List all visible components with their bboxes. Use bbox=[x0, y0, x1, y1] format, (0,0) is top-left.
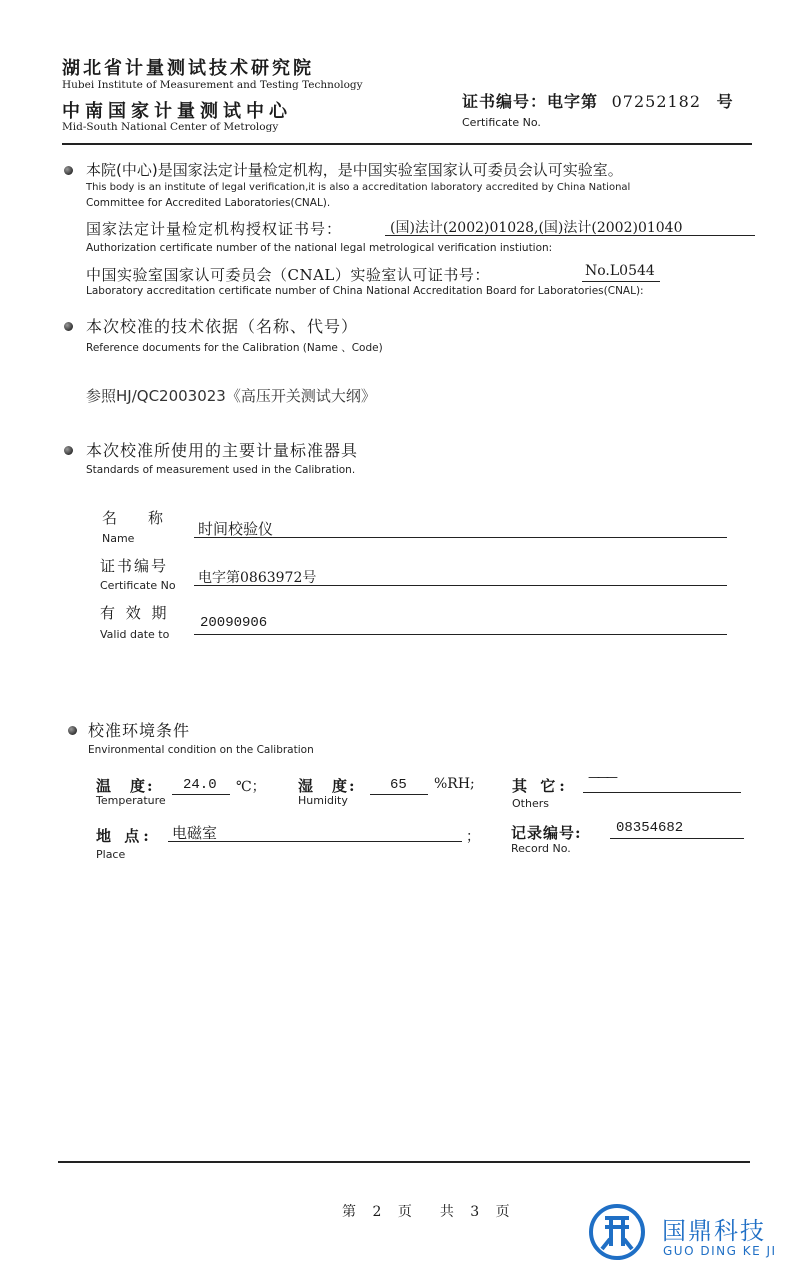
others-label-en: Others bbox=[512, 797, 549, 810]
temperature-label-cn: 温 度: bbox=[96, 777, 155, 795]
others-value: ——— bbox=[588, 770, 615, 784]
certificate-number: 07252182 bbox=[611, 92, 702, 111]
temperature-unit: ℃； bbox=[236, 779, 266, 795]
place-label-cn: 地 点: bbox=[96, 827, 153, 845]
place-label-en: Place bbox=[96, 848, 126, 861]
header-divider bbox=[62, 143, 752, 145]
brand-logo-en: GUO DING KE JI bbox=[663, 1244, 777, 1258]
standard-valid-label-cn: 有 效 期 bbox=[100, 604, 170, 622]
standard-cert-label-en: Certificate No bbox=[100, 579, 176, 592]
page-indicator bbox=[342, 1201, 510, 1221]
reference-title-en: Reference documents for the Calibration (Name 、Code) bbox=[86, 342, 383, 354]
page-current: 2 bbox=[372, 1204, 382, 1220]
others-underline bbox=[583, 792, 741, 793]
cnal-number: No.L0544 bbox=[585, 263, 655, 279]
record-underline bbox=[610, 838, 744, 839]
record-value: 08354682 bbox=[616, 820, 684, 836]
environment-title-cn: 校准环境条件 bbox=[88, 721, 191, 740]
institute-name-cn: 湖北省计量测试技术研究院 bbox=[62, 58, 314, 79]
standard-name-value: 时间校验仪 bbox=[198, 520, 274, 538]
environment-title-en: Environmental condition on the Calibration bbox=[88, 744, 314, 756]
authorization-underline bbox=[385, 235, 755, 236]
bullet-icon bbox=[68, 726, 77, 735]
place-value: 电磁室 bbox=[172, 824, 218, 842]
cnal-label-cn: 中国实验室国家认可委员会（CNAL）实验室认可证书号： bbox=[86, 266, 490, 284]
temperature-value: 24.0 bbox=[183, 777, 217, 793]
body-statement-cn: 本院(中心)是国家法定计量检定机构，是中国实验室国家认可委员会认可实验室。 bbox=[86, 161, 623, 179]
humidity-underline bbox=[370, 794, 428, 795]
cnal-underline bbox=[582, 281, 660, 282]
record-label-cn: 记录编号: bbox=[511, 824, 582, 842]
record-label-en: Record No. bbox=[511, 842, 571, 855]
standard-valid-value: 20090906 bbox=[200, 615, 268, 631]
page-prefix: 第 bbox=[342, 1204, 356, 1220]
institute-name-en: Hubei Institute of Measurement and Testing Technology bbox=[62, 79, 363, 91]
bullet-icon bbox=[64, 446, 73, 455]
place-underline bbox=[168, 841, 462, 842]
others-label-cn: 其 它: bbox=[512, 777, 569, 795]
humidity-label-en: Humidity bbox=[298, 794, 348, 807]
standards-title-en: Standards of measurement used in the Calibration. bbox=[86, 464, 356, 476]
certificate-label-cn: 证书编号：电字第 bbox=[462, 92, 599, 111]
body-statement-en-2: Committee for Accredited Laboratories(CNAL). bbox=[86, 197, 331, 209]
certificate-number-line bbox=[462, 89, 733, 112]
certificate-suffix: 号 bbox=[716, 92, 733, 111]
bullet-icon bbox=[64, 322, 73, 331]
humidity-value: 65 bbox=[390, 777, 407, 793]
reference-title-cn: 本次校准的技术依据（名称、代号） bbox=[86, 317, 359, 336]
body-statement-en-1: This body is an institute of legal verification,it is also a accreditation laboratory accredited by China National bbox=[86, 182, 631, 193]
temperature-label-en: Temperature bbox=[96, 794, 166, 807]
standard-name-label-cn: 名 称 bbox=[102, 509, 172, 527]
footer-divider bbox=[58, 1161, 750, 1163]
page-total: 3 bbox=[470, 1204, 480, 1220]
reference-content: 参照HJ/QC2003023《高压开关测试大纲》 bbox=[86, 387, 376, 405]
standard-cert-underline bbox=[194, 585, 727, 586]
place-end: ； bbox=[466, 829, 480, 845]
standard-name-label-en: Name bbox=[102, 532, 135, 545]
authorization-label-cn: 国家法定计量检定机构授权证书号： bbox=[86, 220, 343, 238]
certificate-label-en: Certificate No. bbox=[462, 116, 541, 129]
standard-valid-label-en: Valid date to bbox=[100, 628, 170, 641]
brand-logo-cn: 国鼎科技 bbox=[662, 1217, 766, 1245]
standards-title-cn: 本次校准所使用的主要计量标准器具 bbox=[86, 441, 359, 460]
brand-logo-icon bbox=[586, 1203, 648, 1261]
standard-valid-underline bbox=[194, 634, 727, 635]
standard-cert-value: 电字第0863972号 bbox=[198, 570, 317, 586]
standard-cert-label-cn: 证书编号 bbox=[100, 557, 169, 575]
center-name-en: Mid-South National Center of Metrology bbox=[62, 121, 279, 133]
page-mid: 页 共 bbox=[397, 1204, 454, 1220]
humidity-label-cn: 湿 度: bbox=[298, 777, 357, 795]
authorization-number: (国)法计(2002)01028,(国)法计(2002)01040 bbox=[390, 220, 683, 236]
humidity-unit: %RH; bbox=[434, 776, 475, 792]
bullet-icon bbox=[64, 166, 73, 175]
cnal-label-en: Laboratory accreditation certificate number of China National Accreditation Board for Laboratories(CNAL): bbox=[86, 285, 644, 297]
authorization-label-en: Authorization certificate number of the national legal metrological verification instiution: bbox=[86, 242, 553, 254]
standard-name-underline bbox=[194, 537, 727, 538]
temperature-underline bbox=[172, 794, 230, 795]
center-name-cn: 中南国家计量测试中心 bbox=[62, 101, 292, 122]
page-suffix: 页 bbox=[495, 1204, 510, 1220]
